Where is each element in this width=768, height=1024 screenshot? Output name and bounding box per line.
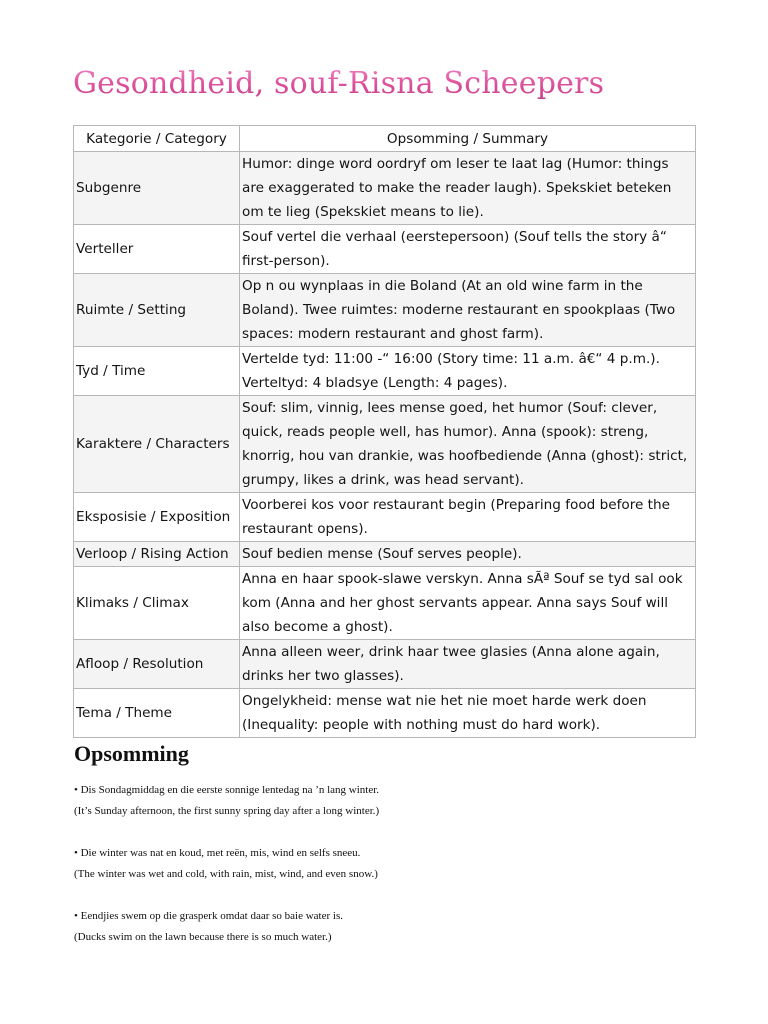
summary-cell: Op n ou wynplaas in die Boland (At an old wine farm in the Boland). Twee ruimtes: moderne restaurant en spookplaas (Two spaces: modern restaurant and ghost farm). xyxy=(240,274,696,347)
summary-cell: Souf: slim, vinnig, lees mense goed, het humor (Souf: clever, quick, reads people well, has humor). Anna (spook): streng, knorrig, hou van drankie, was hoofbediende (Anna (ghost): strict, grumpy, likes a drink, was head servant). xyxy=(240,396,696,493)
summary-cell: Humor: dinge word oordryf om leser te laat lag (Humor: things are exaggerated to make the reader laugh). Spekskiet beteken om te lieg (Spekskiet means to lie). xyxy=(240,152,696,225)
table-row xyxy=(74,640,696,689)
table-row xyxy=(74,542,696,567)
bullet-translation: (The winter was wet and cold, with rain, mist, wind, and even snow.) xyxy=(74,868,378,880)
bullet-text: • Die winter was nat en koud, met reën, mis, wind en selfs sneeu. xyxy=(74,847,361,859)
category-cell: Verloop / Rising Action xyxy=(74,542,240,567)
category-cell: Verteller xyxy=(74,225,240,274)
summary-cell: Anna en haar spook-slawe verskyn. Anna sÃª Souf se tyd sal ook kom (Anna and her ghost servants appear. Anna says Souf will also become a ghost). xyxy=(240,567,696,640)
table-row xyxy=(74,689,696,738)
summary-cell: Ongelykheid: mense wat nie het nie moet harde werk doen (Inequality: people with nothing must do hard work). xyxy=(240,689,696,738)
table-row xyxy=(74,567,696,640)
bullet-translation: (Ducks swim on the lawn because there is so much water.) xyxy=(74,931,332,943)
table-row xyxy=(74,225,696,274)
column-header-summary: Opsomming / Summary xyxy=(240,126,696,152)
column-header-category: Kategorie / Category xyxy=(74,126,240,152)
bullet-text: • Dis Sondagmiddag en die eerste sonnige lentedag na ’n lang winter. xyxy=(74,784,380,796)
summary-cell: Souf bedien mense (Souf serves people). xyxy=(240,542,696,567)
document-title: Gesondheid, souf-Risna Scheepers xyxy=(73,66,605,101)
summary-cell: Voorberei kos voor restaurant begin (Preparing food before the restaurant opens). xyxy=(240,493,696,542)
category-cell: Klimaks / Climax xyxy=(74,567,240,640)
category-cell: Karaktere / Characters xyxy=(74,396,240,493)
category-cell: Subgenre xyxy=(74,152,240,225)
bullet-item xyxy=(74,843,694,885)
summary-bullet-list xyxy=(74,780,694,969)
summary-cell: Souf vertel die verhaal (eerstepersoon) (Souf tells the story â“ first-person). xyxy=(240,225,696,274)
table-row xyxy=(74,396,696,493)
bullet-item xyxy=(74,906,694,948)
table-row xyxy=(74,493,696,542)
bullet-text: • Eendjies swem op die grasperk omdat daar so baie water is. xyxy=(74,910,343,922)
category-cell: Eksposisie / Exposition xyxy=(74,493,240,542)
category-cell: Afloop / Resolution xyxy=(74,640,240,689)
table-row xyxy=(74,152,696,225)
category-cell: Tyd / Time xyxy=(74,347,240,396)
table-row xyxy=(74,274,696,347)
summary-table xyxy=(73,125,696,738)
table-row xyxy=(74,347,696,396)
category-cell: Ruimte / Setting xyxy=(74,274,240,347)
bullet-translation: (It’s Sunday afternoon, the first sunny spring day after a long winter.) xyxy=(74,805,380,817)
category-cell: Tema / Theme xyxy=(74,689,240,738)
section-heading-opsomming: Opsomming xyxy=(74,741,189,766)
summary-cell: Anna alleen weer, drink haar twee glasies (Anna alone again, drinks her two glasses). xyxy=(240,640,696,689)
bullet-item xyxy=(74,780,694,822)
summary-cell: Vertelde tyd: 11:00 -“ 16:00 (Story time: 11 a.m. â€“ 4 p.m.). Verteltyd: 4 bladsye (Length: 4 pages). xyxy=(240,347,696,396)
table-header-row xyxy=(74,126,696,152)
